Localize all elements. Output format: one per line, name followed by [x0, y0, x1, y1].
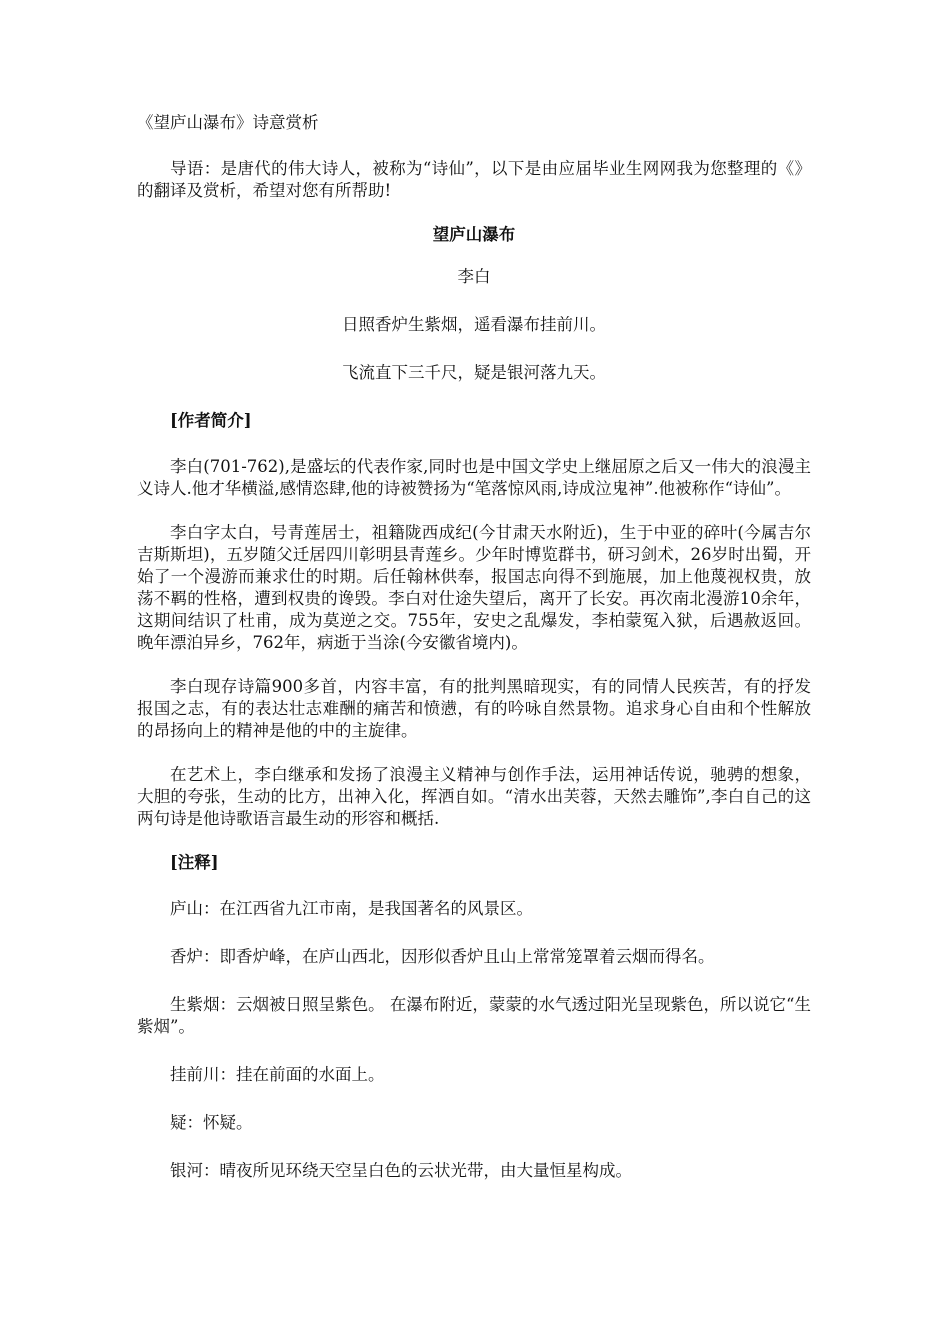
poem-line: 日照香炉生紫烟，遥看瀑布挂前川。: [342, 315, 606, 334]
note-item: 香炉：即香炉峰，在庐山西北，因形似香炉且山上常常笼罩着云烟而得名。: [170, 947, 715, 966]
poem-line: 飞流直下三千尺，疑是银河落九天。: [342, 363, 606, 382]
document-title: 《望庐山瀑布》诗意赏析: [137, 113, 319, 132]
note-item: 庐山：在江西省九江市南，是我国著名的风景区。: [170, 899, 533, 918]
poem-title: 望庐山瀑布: [432, 225, 516, 244]
note-item: 疑：怀疑。: [170, 1113, 253, 1132]
note-item: 银河：晴夜所见环绕天空呈白色的云状光带，由大量恒星构成。: [170, 1161, 632, 1180]
author-paragraph: 李白(701-762),是盛坛的代表作家,同时也是中国文学史上继屈原之后又一伟大的浪漫主义诗人.他才华横溢,感情恣肆,他的诗被赞扬为“笔落惊风雨,诗成泣鬼神”.他被称作“诗仙”。: [137, 457, 811, 498]
document-body: [137, 112, 811, 1208]
author-paragraph: 李白现存诗篇900多首，内容丰富，有的批判黑暗现实，有的同情人民疾苦，有的抒发报国之志，有的表达壮志难酬的痛苦和愤懑，有的吟咏自然景物。追求身心自由和个性解放的昂扬向上的精神是他的中的主旋律。: [137, 677, 811, 740]
author-paragraph: 李白字太白，号青莲居士，祖籍陇西成纪(今甘肃天水附近)，生于中亚的碎叶(今属吉尔吉斯斯坦)，五岁随父迁居四川彰明县青莲乡。少年时博览群书，研习剑术，26岁时出蜀，开始了一个漫游而兼求仕的时期。后任翰林供奉，报国志向得不到施展，加上他蔑视权贵，放荡不羁的性格，遭到权贵的谗毁。李白对仕途失望后，离开了长安。再次南北漫游10余年，这期间结识了杜甫，成为莫逆之交。755年，安史之乱爆发，李柏蒙冤入狱，后遇赦返回。晚年漂泊异乡，762年，病逝于当涂(今安徽省境内)。: [137, 523, 811, 652]
note-item: 挂前川：挂在前面的水面上。: [170, 1065, 385, 1084]
author-section-heading: [作者简介]: [170, 411, 252, 430]
author-paragraph: 在艺术上，李白继承和发扬了浪漫主义精神与创作手法，运用神话传说，驰骋的想象，大胆的夸张，生动的比方，出神入化，挥洒自如。“清水出芙蓉，天然去雕饰”,李白自己的这两句诗是他诗歌语言最生动的形容和概括.: [137, 765, 811, 828]
note-item: 生紫烟：云烟被日照呈紫色。 在瀑布附近，蒙蒙的水气透过阳光呈现紫色，所以说它“生紫烟”。: [137, 995, 811, 1036]
poem-author: 李白: [457, 267, 491, 286]
notes-section-heading: [注释]: [170, 853, 219, 872]
intro-paragraph: 导语：是唐代的伟大诗人，被称为“诗仙”，以下是由应届毕业生网网我为您整理的《》的翻译及赏析，希望对您有所帮助!: [137, 159, 811, 200]
